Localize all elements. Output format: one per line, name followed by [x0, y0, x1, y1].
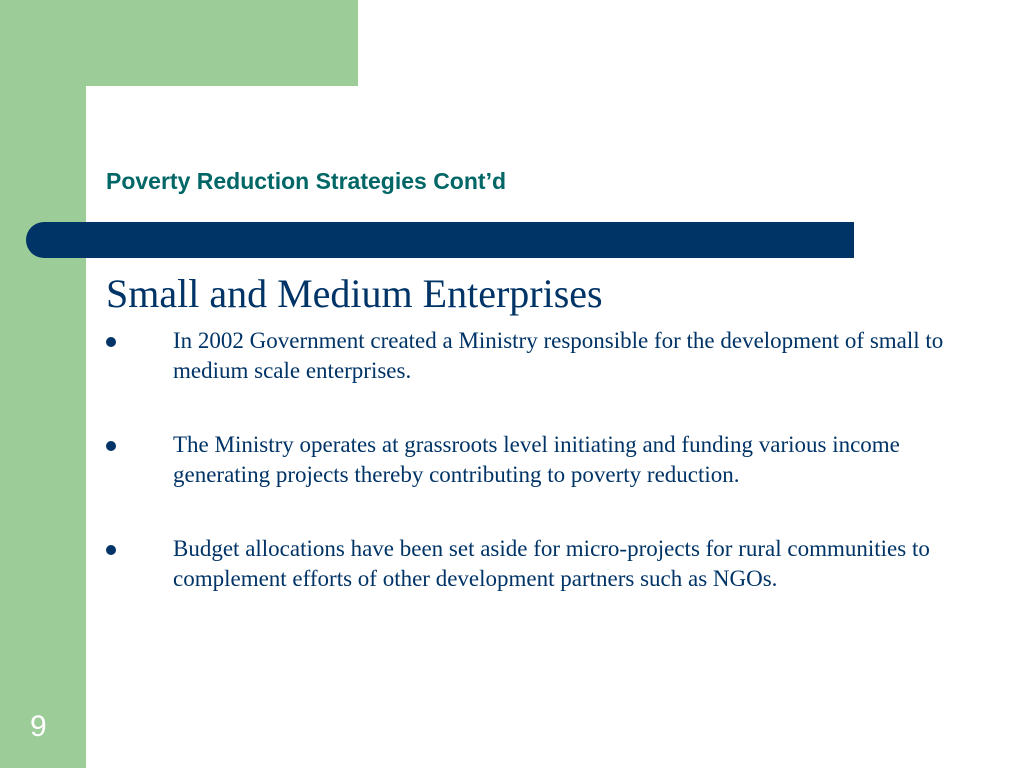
bullet-item: [106, 430, 956, 490]
bullet-text: Budget allocations have been set aside for micro-projects for rural communities to complement efforts of other development partners such as NGOs.: [173, 536, 930, 591]
green-top-band: [0, 0, 358, 86]
bullet-text: In 2002 Government created a Ministry responsible for the development of small to medium scale enterprises.: [173, 328, 944, 383]
bullet-list: [106, 326, 956, 638]
bullet-text: The Ministry operates at grassroots level initiating and funding various income generating projects thereby contributing to poverty reduction.: [173, 432, 900, 487]
title-underline-bar: [26, 222, 854, 258]
bullet-item: [106, 534, 956, 594]
bullet-dot-icon: [106, 337, 116, 347]
green-left-band: [0, 0, 86, 768]
slide-title: Poverty Reduction Strategies Cont’d: [106, 168, 507, 194]
bullet-dot-icon: [106, 545, 116, 555]
bullet-dot-icon: [106, 441, 116, 451]
rounded-content-corner: [86, 86, 166, 166]
slide-subtitle: Small and Medium Enterprises: [106, 271, 603, 316]
slide-number: 9: [30, 710, 47, 743]
bullet-item: [106, 326, 956, 386]
